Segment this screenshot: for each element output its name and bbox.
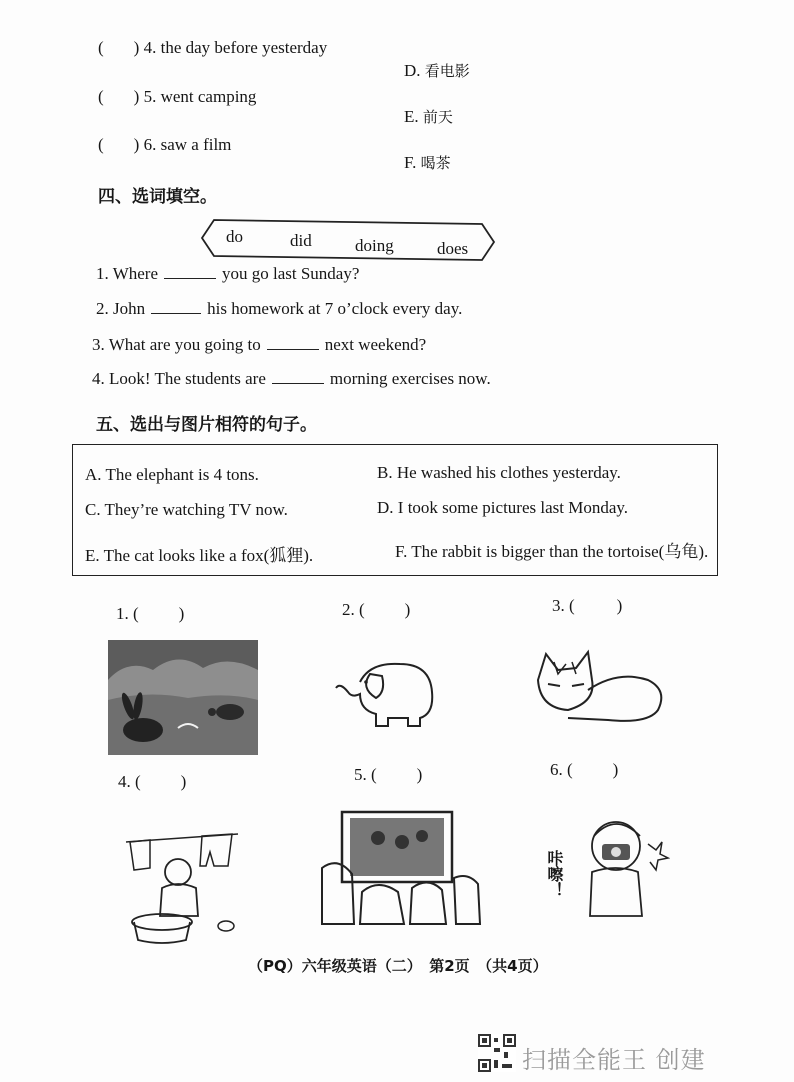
fill-item: 4. Look! The students are morning exercises now. [92, 369, 491, 388]
matching-item: ( ) 5. went camping [98, 87, 257, 106]
section4-heading: 四、选词填空。 [98, 187, 217, 207]
rabbit-tortoise-picture [108, 640, 258, 755]
picture-label: 2. ( ) [342, 600, 411, 619]
matching-option: F. 喝茶 [404, 153, 451, 172]
sentence-option: E. The cat looks like a fox(狐狸). [85, 546, 314, 565]
fill-item: 2. John his homework at 7 o’clock every day. [96, 299, 463, 318]
picture-label: 4. ( ) [118, 772, 187, 791]
word-bank-item: doing [355, 236, 394, 255]
word-bank [200, 218, 496, 264]
sentence-option: F. The rabbit is bigger than the tortoise(乌龟). [395, 542, 709, 561]
matching-option: E. 前天 [404, 107, 453, 126]
answer-blank[interactable] [267, 349, 319, 350]
answer-blank[interactable] [272, 383, 324, 384]
sentence-option: D. I took some pictures last Monday. [377, 498, 629, 517]
watching-tv-picture [318, 808, 488, 928]
section5-heading: 五、选出与图片相符的句子。 [96, 415, 317, 435]
sentence-option: C. They’re watching TV now. [85, 500, 288, 519]
sentence-option: B. He washed his clothes yesterday. [377, 463, 621, 482]
fill-item: 3. What are you going to next weekend? [92, 335, 427, 354]
word-bank-item: does [437, 239, 469, 258]
answer-blank[interactable] [164, 278, 216, 279]
picture-label: 3. ( ) [552, 596, 623, 615]
elephant-picture [330, 652, 440, 732]
matching-item: ( ) 6. saw a film [98, 135, 232, 154]
page-footer: （PQ）六年级英语（二） 第2页 （共4页） [248, 957, 548, 975]
picture-label: 5. ( ) [354, 765, 423, 784]
cat-picture [528, 640, 673, 730]
word-bank-item: did [290, 231, 312, 250]
fill-item: 1. Where you go last Sunday? [96, 264, 360, 283]
qr-code-icon [478, 1034, 516, 1072]
camera-sound-text: 咔嚓！ [545, 850, 564, 898]
answer-blank[interactable] [151, 313, 201, 314]
taking-pictures-picture [550, 806, 670, 926]
matching-item: ( ) 4. the day before yesterday [98, 38, 328, 57]
sentence-option: A. The elephant is 4 tons. [85, 465, 259, 484]
picture-label: 6. ( ) [550, 760, 619, 779]
scanner-watermark: 扫描全能王 创建 [522, 1046, 706, 1074]
word-bank-item: do [226, 227, 243, 246]
matching-option: D. 看电影 [404, 61, 470, 80]
washing-clothes-picture [122, 826, 242, 946]
sentence-options-box [72, 444, 718, 576]
picture-label: 1. ( ) [116, 604, 185, 623]
